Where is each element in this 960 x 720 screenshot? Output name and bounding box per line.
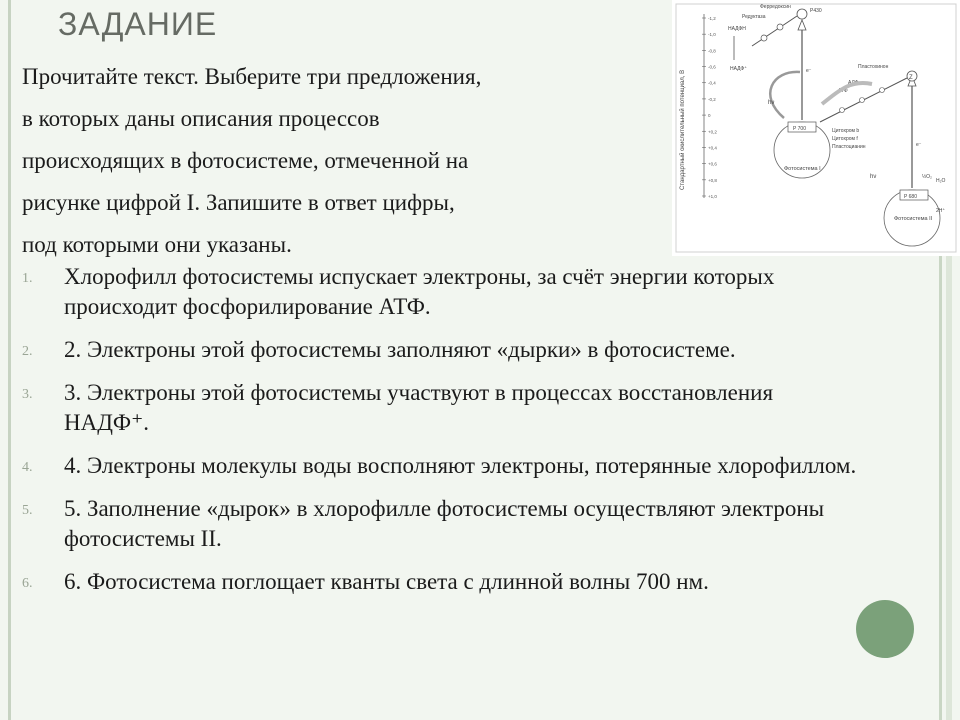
list-item <box>22 378 862 438</box>
intro-line: Прочитайте текст. Выберите три предложения, <box>22 64 482 89</box>
slide-title: ЗАДАНИЕ <box>58 6 218 42</box>
axis-tick-label: +0,2 <box>708 129 717 135</box>
axis-tick-label: -1,0 <box>708 32 716 38</box>
cytf-label: Цитохром f <box>832 136 858 142</box>
list-item-text: 3. Электроны этой фотосистемы участвуют в процессах восстановления НАДФ⁺. <box>64 380 774 435</box>
ps2-label: Фотосистема II <box>894 216 933 222</box>
cytb-label: Цитохром b <box>832 128 860 134</box>
plastoquinone-label: Пластохинон <box>858 64 889 70</box>
o2-label: ½O₂ <box>922 174 932 180</box>
axis-tick-label: +0,6 <box>708 161 717 167</box>
answer-options-list <box>22 262 862 610</box>
light-label: hν <box>768 100 775 106</box>
axis-tick-label: -0,2 <box>708 96 716 102</box>
p430-label: P430 <box>810 8 822 14</box>
axis-tick-label: 0 <box>708 113 711 119</box>
p700-label: P 700 <box>793 126 806 132</box>
plastocyanin-label: Пластоцианин <box>832 144 866 150</box>
reductase-label: Редуктаза <box>742 14 766 20</box>
intro-line: под которыми они указаны. <box>22 232 292 257</box>
list-item-text: 2. Электроны этой фотосистемы заполняют «дырки» в фотосистеме. <box>64 337 736 362</box>
list-item-number: 5. <box>22 503 33 518</box>
atp-label: АТФ <box>838 88 848 94</box>
intro-line: в которых даны описания процессов <box>22 106 380 131</box>
intro-line: происходящих в фотосистеме, отмеченной на <box>22 148 469 173</box>
task-instructions <box>22 56 672 266</box>
list-item <box>22 451 862 481</box>
list-item-text: 6. Фотосистема поглощает кванты света с длинной волны 700 нм. <box>64 569 709 594</box>
list-item-number: 6. <box>22 576 33 591</box>
z-label: Z <box>909 75 913 81</box>
electron-label: e⁻ <box>806 68 812 74</box>
list-item-number: 1. <box>22 271 33 286</box>
list-item <box>22 262 862 322</box>
list-item <box>22 494 862 554</box>
p680-label: P 680 <box>904 194 917 200</box>
axis-tick-label: -0,6 <box>708 64 716 70</box>
light-label: hν <box>870 174 877 180</box>
list-item-number: 4. <box>22 460 33 475</box>
ps1-label: Фотосистема I <box>784 166 821 172</box>
nadph-label: НАДФН <box>728 26 746 32</box>
list-item-number: 3. <box>22 387 33 402</box>
intro-line: рисунке цифрой I. Запишите в ответ цифры, <box>22 190 455 215</box>
list-item-number: 2. <box>22 344 33 359</box>
axis-tick-label: -0,8 <box>708 48 716 54</box>
list-item <box>22 335 862 365</box>
ferredoxin-label: Ферредоксин <box>760 4 791 10</box>
adp-label: АДФ <box>848 80 859 86</box>
decorative-circle <box>856 600 914 658</box>
photosynthesis-z-scheme-diagram <box>672 0 960 256</box>
axis-tick-label: -1,2 <box>708 16 716 21</box>
h-label: 2H⁺ <box>936 208 946 214</box>
list-item-text: 5. Заполнение «дырок» в хлорофилле фотосистемы осуществляют электроны фотосистемы II. <box>64 496 825 551</box>
axis-tick-label: +1,0 <box>708 194 717 199</box>
axis-tick-label: +0,8 <box>708 177 717 183</box>
electron-label: e⁻ <box>916 142 922 148</box>
h2o-label: H₂O <box>936 178 946 184</box>
nadp-label: НАДФ⁺ <box>730 66 747 72</box>
left-rule <box>8 0 11 720</box>
list-item-text: 4. Электроны молекулы воды восполняют электроны, потерянные хлорофиллом. <box>64 453 857 478</box>
axis-label: Стандартный окислительный потенциал, В <box>680 69 686 190</box>
axis-tick-label: +0,4 <box>708 145 717 151</box>
list-item <box>22 567 862 597</box>
axis-tick-label: -0,4 <box>708 80 716 86</box>
list-item-text: Хлорофилл фотосистемы испускает электроны, за счёт энергии которых происходит фосфорилирование АТФ. <box>64 264 775 319</box>
